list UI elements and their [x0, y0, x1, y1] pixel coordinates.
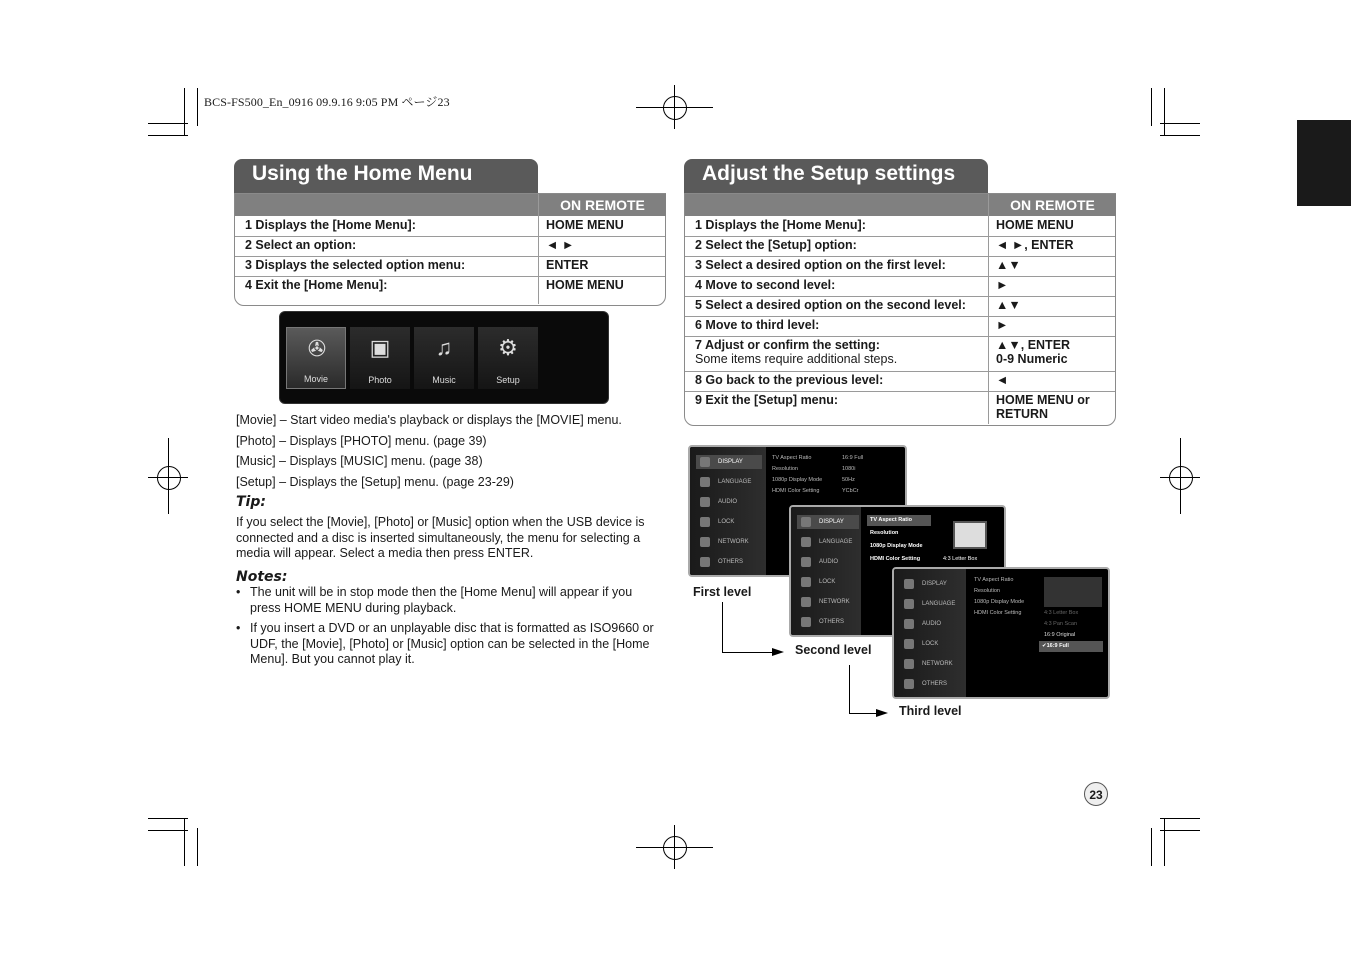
table-row: 4 Move to second level: ► — [685, 276, 1115, 297]
menu-descriptions: [Movie] – Start video media's playback or displays the [MOVIE] menu. [Photo] – Displays [PHOTO] menu. (page 39) [Music] – Displays [MUSIC] menu. (page 38) [Setup] – Displays the [Setup] menu. (page 23-29) — [236, 413, 622, 489]
home-menu-table — [234, 193, 666, 306]
tv-thumbnail — [1044, 577, 1102, 607]
chapter-tab — [1297, 120, 1351, 206]
table-row: 5 Select a desired option on the second level: ▲▼ — [685, 296, 1115, 317]
home-item-music: ♫ Music — [414, 327, 474, 389]
music-note-icon: ♫ — [435, 335, 453, 360]
first-level-label: First level — [693, 585, 752, 599]
table-row: 1 Displays the [Home Menu]: HOME MENU — [235, 216, 665, 237]
table-row: 2 Select an option: ◄ ► — [235, 236, 665, 257]
print-header: BCS-FS500_En_0916 09.9.16 9:05 PM ページ23 — [204, 95, 450, 109]
language-icon — [700, 477, 710, 487]
lock-icon — [700, 517, 710, 527]
table-row: 3 Select a desired option on the first level: ▲▼ — [685, 256, 1115, 277]
table-row: 1 Displays the [Home Menu]: HOME MENU — [685, 216, 1115, 237]
tip-text: If you select the [Movie], [Photo] or [Music] option when the USB device is connected and a disc is inserted simultaneously, the menu for selecting a media will appear. Select a media then press ENTER. — [236, 515, 645, 560]
setup-title: Adjust the Setup settings — [684, 159, 988, 195]
network-icon — [904, 659, 914, 669]
table-row: 4 Exit the [Home Menu]: HOME MENU — [245, 278, 624, 292]
setup-screen-first-level: DISPLAY LANGUAGE AUDIO LOCK NETWORK OTHERS TV Aspect Ratio Resolution 1080p Display Mode HDMI Color Setting 16:9 Full 1080i 50Hz YCbCr — [688, 445, 907, 577]
notes-list: • The unit will be in stop mode then the [Home Menu] will appear if you press HOME MENU during playback. • If you insert a DVD or an unplayable disc that is formatted as ISO9660 or UDF, the [Movie], [Photo] or [Music] option can be selected in the [Home Menu]. But you cannot play it. — [236, 585, 654, 666]
network-icon — [801, 597, 811, 607]
tv-thumbnail — [953, 521, 987, 549]
table-row: 2 Select the [Setup] option: ◄ ►, ENTER — [685, 236, 1115, 257]
table-row: 7 Adjust or confirm the setting: Some items require additional steps. ▲▼, ENTER 0-9 Numeric — [685, 336, 1115, 372]
film-reel-icon: ✇ — [307, 336, 327, 361]
lock-icon — [801, 577, 811, 587]
third-level-label: Third level — [899, 704, 962, 718]
audio-icon — [700, 497, 710, 507]
display-icon — [801, 517, 811, 527]
language-icon — [904, 599, 914, 609]
gear-icon: ⚙ — [498, 335, 518, 360]
table-row: 3 Displays the selected option menu: ENTER — [235, 256, 665, 277]
setup-screen-second-level: DISPLAY LANGUAGE AUDIO LOCK NETWORK OTHERS TV Aspect Ratio Resolution 1080p Display Mode HDMI Color Setting 4:3 Letter Box — [789, 505, 1006, 637]
others-icon — [700, 557, 710, 567]
home-item-setup: ⚙ Setup — [478, 327, 538, 389]
network-icon — [700, 537, 710, 547]
tip-title: Tip: — [236, 494, 266, 510]
second-level-label: Second level — [795, 643, 872, 657]
audio-icon — [801, 557, 811, 567]
page-number: 23 — [1084, 782, 1108, 806]
setup-screen-third-level: DISPLAY LANGUAGE AUDIO LOCK NETWORK OTHERS TV Aspect Ratio Resolution 1080p Display Mode HDMI Color Setting 4:3 Letter Box 4:3 Pan Scan 16:9 Original ✔16:9 Full — [892, 567, 1110, 699]
setup-table — [684, 193, 1116, 426]
home-menu-screenshot — [279, 311, 609, 404]
home-menu-title: Using the Home Menu — [234, 159, 538, 195]
notes-title: Notes: — [236, 569, 288, 585]
display-icon — [700, 457, 710, 467]
display-icon — [904, 579, 914, 589]
table-row: 9 Exit the [Setup] menu: HOME MENU or RETURN — [695, 393, 1090, 421]
home-item-movie: ✇ Movie — [286, 327, 346, 389]
language-icon — [801, 537, 811, 547]
home-remote-header: ON REMOTE — [539, 194, 666, 216]
table-row: 8 Go back to the previous level: ◄ — [685, 371, 1115, 392]
others-icon — [904, 679, 914, 689]
photo-icon: ▣ — [369, 335, 391, 360]
setup-remote-header: ON REMOTE — [989, 194, 1116, 216]
home-item-photo: ▣ Photo — [350, 327, 410, 389]
table-row: 6 Move to third level: ► — [685, 316, 1115, 337]
others-icon — [801, 617, 811, 627]
lock-icon — [904, 639, 914, 649]
audio-icon — [904, 619, 914, 629]
